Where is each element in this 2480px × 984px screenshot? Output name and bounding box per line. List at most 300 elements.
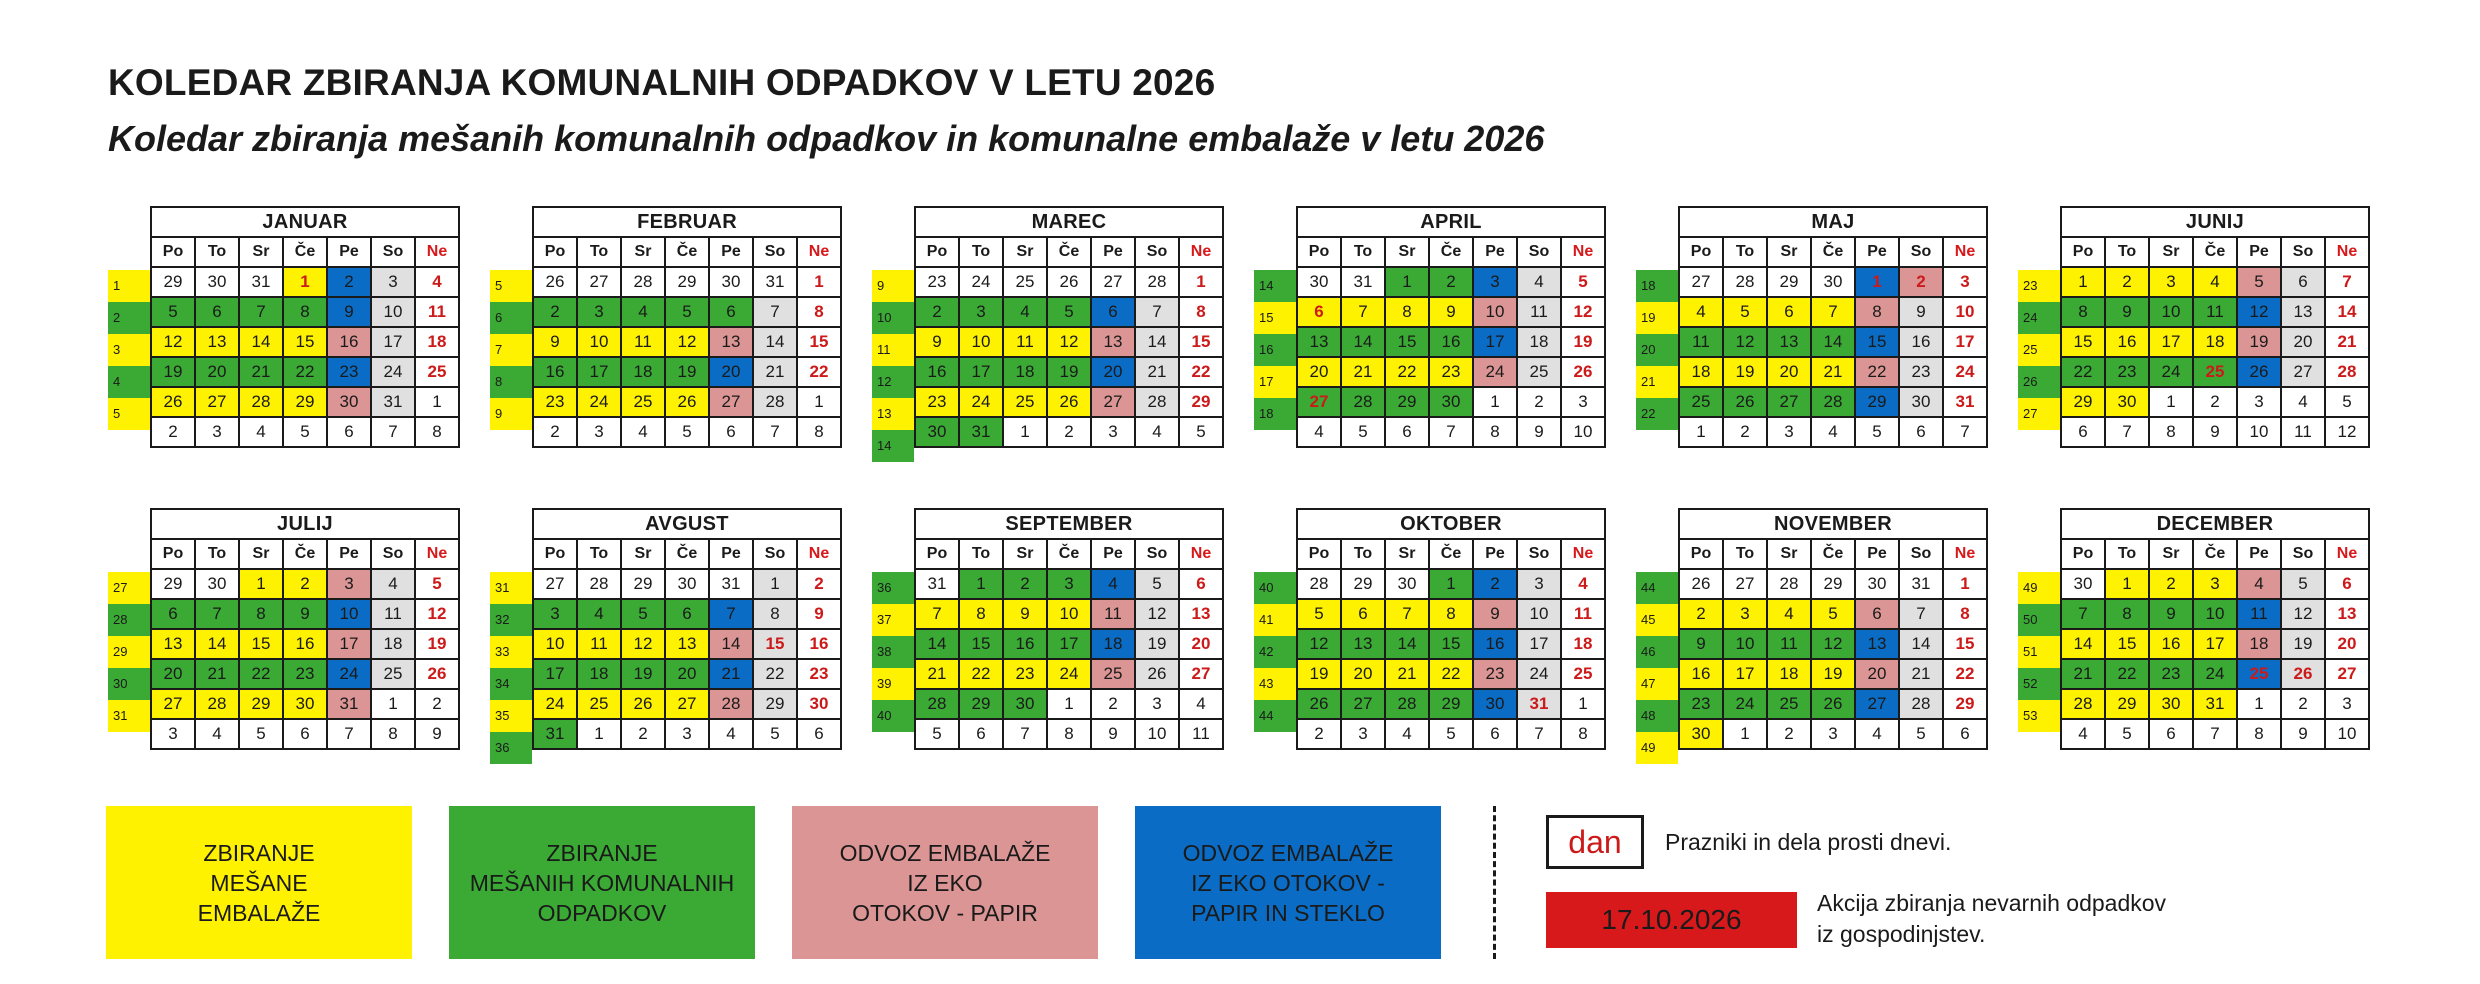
- day-cell: 7: [2325, 267, 2369, 297]
- day-cell: 31: [1899, 569, 1943, 599]
- day-cell: 13: [1767, 327, 1811, 357]
- day-cell: 6: [1091, 297, 1135, 327]
- day-header: Pe: [1091, 237, 1135, 267]
- day-header: Pe: [709, 539, 753, 569]
- day-cell: 10: [2237, 417, 2281, 447]
- day-header: So: [1899, 539, 1943, 569]
- day-cell: 3: [1135, 689, 1179, 719]
- day-cell: 6: [2281, 267, 2325, 297]
- day-cell: 9: [2193, 417, 2237, 447]
- week-number: 29: [108, 636, 150, 668]
- day-cell: 3: [2193, 569, 2237, 599]
- day-cell: 3: [665, 719, 709, 749]
- day-cell: 26: [415, 659, 459, 689]
- day-cell: 21: [1341, 357, 1385, 387]
- day-header: Ne: [1179, 237, 1223, 267]
- day-cell: 31: [1341, 267, 1385, 297]
- day-header: Po: [915, 237, 959, 267]
- day-cell: 8: [1429, 599, 1473, 629]
- day-cell: 21: [1811, 357, 1855, 387]
- day-cell: 7: [1899, 599, 1943, 629]
- day-cell: 2: [1517, 387, 1561, 417]
- day-cell: 10: [2193, 599, 2237, 629]
- day-cell: 5: [753, 719, 797, 749]
- month-oktober: [1254, 508, 1674, 760]
- week-number: 2: [108, 302, 150, 334]
- day-cell: 12: [2237, 297, 2281, 327]
- week-number: [490, 430, 532, 462]
- day-cell: 7: [1135, 297, 1179, 327]
- day-cell: 15: [283, 327, 327, 357]
- day-cell: 9: [1679, 629, 1723, 659]
- day-cell: 17: [1723, 659, 1767, 689]
- month-december: [2018, 508, 2438, 760]
- day-header: Pe: [1091, 539, 1135, 569]
- day-cell: 2: [533, 417, 577, 447]
- day-cell: 22: [2105, 659, 2149, 689]
- day-header: Pe: [1473, 539, 1517, 569]
- day-cell: 20: [1767, 357, 1811, 387]
- day-cell: 5: [1297, 599, 1341, 629]
- week-number: 14: [1254, 270, 1296, 302]
- day-cell: 9: [2149, 599, 2193, 629]
- day-cell: 1: [1561, 689, 1605, 719]
- day-cell: 27: [1091, 387, 1135, 417]
- day-cell: 24: [959, 267, 1003, 297]
- day-cell: 20: [665, 659, 709, 689]
- day-cell: 22: [1179, 357, 1223, 387]
- day-header: So: [2281, 539, 2325, 569]
- day-header: So: [1517, 237, 1561, 267]
- week-number: 31: [490, 572, 532, 604]
- day-cell: 4: [1385, 719, 1429, 749]
- day-header: So: [1899, 237, 1943, 267]
- day-cell: 6: [1943, 719, 1987, 749]
- week-number-column: [2018, 206, 2060, 458]
- day-header: To: [959, 539, 1003, 569]
- month-name: MAJ: [1679, 207, 1987, 237]
- day-cell: 17: [1473, 327, 1517, 357]
- day-header: So: [371, 237, 415, 267]
- day-cell: 4: [577, 599, 621, 629]
- day-cell: 30: [1473, 689, 1517, 719]
- day-header: To: [1341, 237, 1385, 267]
- day-cell: 27: [1679, 267, 1723, 297]
- day-cell: 1: [1385, 267, 1429, 297]
- day-cell: 27: [533, 569, 577, 599]
- day-cell: 16: [1429, 327, 1473, 357]
- day-cell: 1: [2149, 387, 2193, 417]
- day-cell: 17: [533, 659, 577, 689]
- legend-paper-glass: ODVOZ EMBALAŽE IZ EKO OTOKOV - PAPIR IN STEKLO: [1135, 806, 1441, 959]
- day-header: Po: [151, 237, 195, 267]
- month-name: JUNIJ: [2061, 207, 2369, 237]
- week-number: 13: [872, 398, 914, 430]
- week-number: 40: [1254, 572, 1296, 604]
- day-cell: 5: [415, 569, 459, 599]
- day-cell: 5: [2105, 719, 2149, 749]
- day-cell: 9: [2105, 297, 2149, 327]
- day-cell: 26: [665, 387, 709, 417]
- week-number: 11: [872, 334, 914, 366]
- day-cell: 7: [195, 599, 239, 629]
- day-cell: 24: [1047, 659, 1091, 689]
- day-cell: 13: [1091, 327, 1135, 357]
- month-name: JULIJ: [151, 509, 459, 539]
- day-cell: 3: [371, 267, 415, 297]
- day-cell: 21: [2325, 327, 2369, 357]
- day-cell: 31: [753, 267, 797, 297]
- day-cell: 23: [797, 659, 841, 689]
- day-header: Če: [665, 237, 709, 267]
- week-number: 50: [2018, 604, 2060, 636]
- day-cell: 14: [2325, 297, 2369, 327]
- day-cell: 11: [1003, 327, 1047, 357]
- day-cell: 30: [915, 417, 959, 447]
- day-cell: 18: [1679, 357, 1723, 387]
- day-cell: 6: [2149, 719, 2193, 749]
- day-cell: 15: [1429, 629, 1473, 659]
- day-cell: 10: [959, 327, 1003, 357]
- legend-divider: [1493, 806, 1496, 959]
- day-cell: 1: [959, 569, 1003, 599]
- day-cell: 5: [1341, 417, 1385, 447]
- month-februar: [490, 206, 910, 458]
- day-cell: 11: [2193, 297, 2237, 327]
- month-name: FEBRUAR: [533, 207, 841, 237]
- day-cell: 7: [753, 297, 797, 327]
- day-header: Sr: [2149, 539, 2193, 569]
- day-header: To: [577, 539, 621, 569]
- day-cell: 10: [2149, 297, 2193, 327]
- day-header: Ne: [1561, 539, 1605, 569]
- day-cell: 8: [371, 719, 415, 749]
- day-cell: 19: [1811, 659, 1855, 689]
- day-cell: 16: [1003, 629, 1047, 659]
- day-cell: 6: [195, 297, 239, 327]
- week-number: 21: [1636, 366, 1678, 398]
- day-cell: 26: [2237, 357, 2281, 387]
- week-number: [1254, 430, 1296, 462]
- week-number: 39: [872, 668, 914, 700]
- week-number: 32: [490, 604, 532, 636]
- day-header: Pe: [1855, 237, 1899, 267]
- day-cell: 12: [1723, 327, 1767, 357]
- day-cell: 11: [1179, 719, 1223, 749]
- day-cell: 5: [915, 719, 959, 749]
- month-name: MAREC: [915, 207, 1223, 237]
- day-cell: 1: [1679, 417, 1723, 447]
- day-cell: 8: [753, 599, 797, 629]
- day-cell: 11: [2281, 417, 2325, 447]
- day-cell: 24: [533, 689, 577, 719]
- day-cell: 17: [1517, 629, 1561, 659]
- day-cell: 8: [2105, 599, 2149, 629]
- day-cell: 5: [2325, 387, 2369, 417]
- day-header: Sr: [621, 539, 665, 569]
- day-cell: 15: [753, 629, 797, 659]
- day-cell: 11: [415, 297, 459, 327]
- week-number: 19: [1636, 302, 1678, 334]
- day-cell: 24: [371, 357, 415, 387]
- day-cell: 28: [239, 387, 283, 417]
- day-cell: 29: [239, 689, 283, 719]
- day-cell: 25: [1003, 267, 1047, 297]
- day-cell: 24: [2193, 659, 2237, 689]
- week-number-column: [1636, 206, 1678, 458]
- day-cell: 9: [2281, 719, 2325, 749]
- day-cell: 19: [621, 659, 665, 689]
- day-cell: 29: [283, 387, 327, 417]
- day-cell: 8: [1943, 599, 1987, 629]
- day-cell: 13: [1297, 327, 1341, 357]
- day-cell: 26: [1047, 267, 1091, 297]
- day-cell: 28: [1297, 569, 1341, 599]
- day-cell: 31: [709, 569, 753, 599]
- day-cell: 7: [327, 719, 371, 749]
- day-cell: 7: [2193, 719, 2237, 749]
- day-cell: 25: [1091, 659, 1135, 689]
- week-number: 14: [872, 430, 914, 462]
- day-cell: 14: [1899, 629, 1943, 659]
- week-number: 34: [490, 668, 532, 700]
- day-cell: 20: [1179, 629, 1223, 659]
- week-number-column: [108, 206, 150, 458]
- day-cell: 30: [709, 267, 753, 297]
- day-header: To: [195, 237, 239, 267]
- day-cell: 27: [577, 267, 621, 297]
- day-cell: 30: [2149, 689, 2193, 719]
- day-cell: 4: [709, 719, 753, 749]
- day-cell: 6: [1855, 599, 1899, 629]
- day-cell: 2: [1047, 417, 1091, 447]
- day-cell: 1: [2105, 569, 2149, 599]
- day-cell: 21: [915, 659, 959, 689]
- day-cell: 6: [1899, 417, 1943, 447]
- day-cell: 24: [327, 659, 371, 689]
- day-cell: 1: [797, 267, 841, 297]
- month-marec: [872, 206, 1292, 458]
- day-cell: 10: [371, 297, 415, 327]
- day-cell: 4: [1135, 417, 1179, 447]
- week-number: [1636, 430, 1678, 462]
- day-header: So: [2281, 237, 2325, 267]
- day-cell: 10: [1723, 629, 1767, 659]
- day-cell: 30: [665, 569, 709, 599]
- week-number: 26: [2018, 366, 2060, 398]
- week-number-column: [1636, 508, 1678, 760]
- day-cell: 23: [533, 387, 577, 417]
- week-number: 48: [1636, 700, 1678, 732]
- day-header: Pe: [2237, 237, 2281, 267]
- day-header: To: [2105, 237, 2149, 267]
- day-cell: 24: [959, 387, 1003, 417]
- day-cell: 27: [1297, 387, 1341, 417]
- day-cell: 8: [1855, 297, 1899, 327]
- day-cell: 18: [2237, 629, 2281, 659]
- day-cell: 3: [577, 297, 621, 327]
- week-number: [2018, 732, 2060, 764]
- day-cell: 27: [709, 387, 753, 417]
- day-cell: 5: [1899, 719, 1943, 749]
- week-number: 27: [2018, 398, 2060, 430]
- day-cell: 16: [283, 629, 327, 659]
- day-cell: 28: [915, 689, 959, 719]
- day-cell: 27: [1767, 387, 1811, 417]
- day-cell: 1: [1855, 267, 1899, 297]
- day-header: Če: [1047, 237, 1091, 267]
- day-cell: 1: [1179, 267, 1223, 297]
- day-cell: 6: [283, 719, 327, 749]
- day-cell: 29: [1855, 387, 1899, 417]
- day-header: Ne: [1943, 237, 1987, 267]
- day-cell: 15: [239, 629, 283, 659]
- day-cell: 15: [959, 629, 1003, 659]
- day-cell: 19: [1135, 629, 1179, 659]
- day-cell: 3: [1047, 569, 1091, 599]
- day-cell: 3: [1473, 267, 1517, 297]
- day-cell: 20: [151, 659, 195, 689]
- day-cell: 17: [2149, 327, 2193, 357]
- day-header: To: [959, 237, 1003, 267]
- day-cell: 29: [2061, 387, 2105, 417]
- day-header: Ne: [797, 237, 841, 267]
- month-table: [914, 206, 1224, 448]
- day-cell: 22: [239, 659, 283, 689]
- month-name: APRIL: [1297, 207, 1605, 237]
- day-header: Ne: [797, 539, 841, 569]
- day-header: Če: [2193, 237, 2237, 267]
- day-cell: 8: [2237, 719, 2281, 749]
- day-cell: 30: [1003, 689, 1047, 719]
- day-cell: 5: [1047, 297, 1091, 327]
- day-cell: 23: [1003, 659, 1047, 689]
- day-cell: 3: [2149, 267, 2193, 297]
- day-cell: 1: [2237, 689, 2281, 719]
- day-cell: 30: [1429, 387, 1473, 417]
- day-cell: 8: [1473, 417, 1517, 447]
- month-april: [1254, 206, 1674, 458]
- day-cell: 23: [2149, 659, 2193, 689]
- day-cell: 31: [1517, 689, 1561, 719]
- day-cell: 25: [1679, 387, 1723, 417]
- day-cell: 6: [1297, 297, 1341, 327]
- day-cell: 2: [1429, 267, 1473, 297]
- day-cell: 4: [371, 569, 415, 599]
- day-cell: 22: [1385, 357, 1429, 387]
- day-cell: 26: [1561, 357, 1605, 387]
- day-cell: 31: [327, 689, 371, 719]
- day-cell: 27: [195, 387, 239, 417]
- day-header: Po: [915, 539, 959, 569]
- day-cell: 9: [283, 599, 327, 629]
- day-cell: 2: [1767, 719, 1811, 749]
- day-cell: 31: [1943, 387, 1987, 417]
- day-cell: 1: [1943, 569, 1987, 599]
- day-cell: 9: [915, 327, 959, 357]
- day-cell: 14: [2061, 629, 2105, 659]
- day-cell: 18: [1561, 629, 1605, 659]
- day-cell: 5: [1811, 599, 1855, 629]
- day-header: To: [1341, 539, 1385, 569]
- day-cell: 28: [1723, 267, 1767, 297]
- day-cell: 5: [1429, 719, 1473, 749]
- day-cell: 13: [1855, 629, 1899, 659]
- week-number: 5: [490, 270, 532, 302]
- day-header: Po: [151, 539, 195, 569]
- day-cell: 28: [577, 569, 621, 599]
- day-cell: 8: [283, 297, 327, 327]
- day-cell: 14: [753, 327, 797, 357]
- day-cell: 2: [327, 267, 371, 297]
- day-cell: 24: [1723, 689, 1767, 719]
- action-note: Akcija zbiranja nevarnih odpadkov iz gospodinjstev.: [1817, 890, 2167, 947]
- day-cell: 1: [415, 387, 459, 417]
- day-cell: 29: [1811, 569, 1855, 599]
- day-cell: 21: [709, 659, 753, 689]
- day-header: Pe: [709, 237, 753, 267]
- day-cell: 30: [283, 689, 327, 719]
- day-cell: 28: [1899, 689, 1943, 719]
- day-cell: 18: [577, 659, 621, 689]
- day-header: Po: [1297, 237, 1341, 267]
- week-number: 36: [490, 732, 532, 764]
- month-julij: [108, 508, 528, 760]
- day-cell: 24: [1473, 357, 1517, 387]
- day-cell: 30: [1855, 569, 1899, 599]
- day-cell: 8: [1047, 719, 1091, 749]
- week-number: 47: [1636, 668, 1678, 700]
- day-cell: 8: [797, 297, 841, 327]
- day-cell: 27: [1723, 569, 1767, 599]
- day-cell: 17: [1943, 327, 1987, 357]
- day-cell: 4: [1091, 569, 1135, 599]
- day-header: Sr: [239, 237, 283, 267]
- day-cell: 28: [1135, 267, 1179, 297]
- day-cell: 28: [195, 689, 239, 719]
- month-table: [1296, 508, 1606, 750]
- week-number: 12: [872, 366, 914, 398]
- week-number: [108, 430, 150, 462]
- day-cell: 7: [371, 417, 415, 447]
- day-cell: 9: [797, 599, 841, 629]
- day-cell: 17: [2193, 629, 2237, 659]
- day-cell: 11: [1679, 327, 1723, 357]
- week-number: 17: [1254, 366, 1296, 398]
- day-cell: 24: [1943, 357, 1987, 387]
- day-cell: 18: [1091, 629, 1135, 659]
- month-table: [150, 508, 460, 750]
- day-cell: 4: [239, 417, 283, 447]
- day-header: So: [371, 539, 415, 569]
- day-cell: 14: [1135, 327, 1179, 357]
- day-cell: 1: [1047, 689, 1091, 719]
- day-cell: 9: [1429, 297, 1473, 327]
- month-table: [2060, 206, 2370, 448]
- day-cell: 21: [239, 357, 283, 387]
- day-cell: 25: [577, 689, 621, 719]
- week-number: 22: [1636, 398, 1678, 430]
- month-junij: [2018, 206, 2438, 458]
- week-number: 38: [872, 636, 914, 668]
- day-cell: 4: [1679, 297, 1723, 327]
- day-cell: 5: [621, 599, 665, 629]
- day-cell: 16: [1899, 327, 1943, 357]
- day-cell: 30: [327, 387, 371, 417]
- day-cell: 13: [2325, 599, 2369, 629]
- day-cell: 28: [1767, 569, 1811, 599]
- day-cell: 5: [1723, 297, 1767, 327]
